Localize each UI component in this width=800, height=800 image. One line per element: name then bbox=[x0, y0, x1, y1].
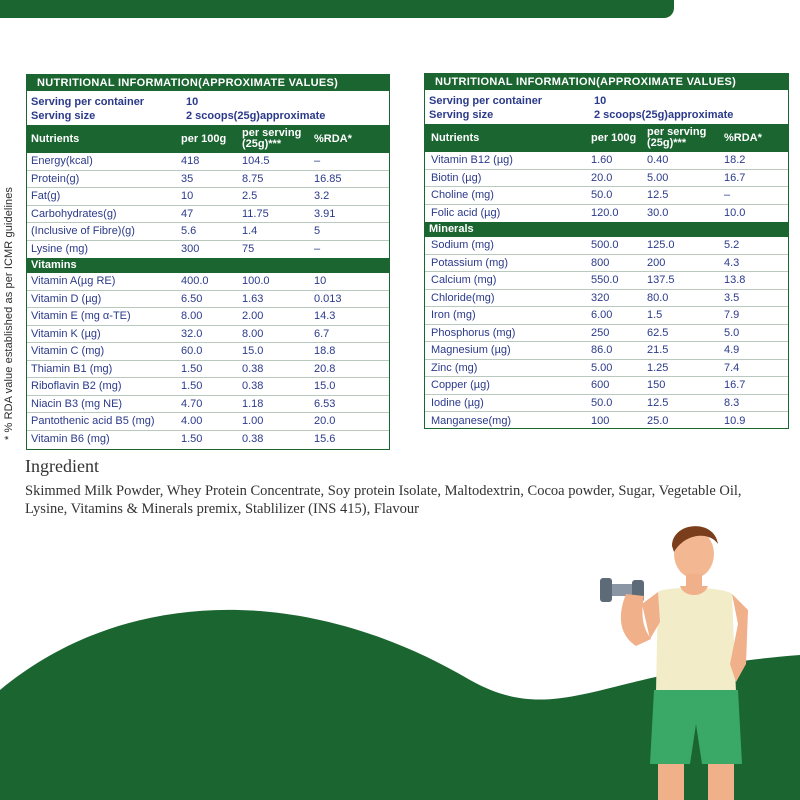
nutrient-name: Chloride(mg) bbox=[431, 291, 495, 304]
per-100g-value: 5.00 bbox=[591, 361, 613, 374]
serving-per-container-label: Serving per container bbox=[31, 96, 145, 108]
per-100g-value: 47 bbox=[181, 207, 194, 220]
serving-per-container-value: 10 bbox=[186, 96, 199, 108]
serving-info bbox=[27, 91, 389, 125]
rda-value: 13.8 bbox=[724, 274, 746, 287]
per-100g-value: 550.0 bbox=[591, 274, 619, 287]
table-row bbox=[425, 360, 788, 378]
header-nutrients: Nutrients bbox=[31, 133, 80, 145]
nutrient-name: Vitamin E (mg α-TE) bbox=[31, 310, 131, 323]
nutrient-name: Iodine (µg) bbox=[431, 396, 484, 409]
serving-size-label: Serving size bbox=[429, 109, 494, 121]
nutrient-name: Potassium (mg) bbox=[431, 256, 509, 269]
per-serving-value: 5.00 bbox=[647, 171, 669, 184]
per-serving-value: 1.5 bbox=[647, 309, 663, 322]
serving-size-label: Serving size bbox=[31, 110, 96, 122]
table-row bbox=[27, 171, 389, 189]
header-per-serving: per serving (25g)*** bbox=[647, 126, 707, 149]
per-100g-value: 8.00 bbox=[181, 310, 203, 323]
table-row bbox=[425, 152, 788, 170]
rda-value: 0.013 bbox=[314, 292, 342, 305]
per-serving-value: 8.00 bbox=[242, 327, 264, 340]
rda-value: 7.9 bbox=[724, 309, 740, 322]
nutrient-name: Niacin B3 (mg NE) bbox=[31, 397, 123, 410]
table-body bbox=[27, 153, 389, 258]
header-per-serving: per serving (25g)*** bbox=[242, 127, 302, 150]
nutrient-name: Pantothenic acid B5 (mg) bbox=[31, 415, 155, 428]
header-nutrients: Nutrients bbox=[431, 132, 480, 144]
table-row bbox=[425, 325, 788, 343]
per-100g-value: 1.50 bbox=[181, 433, 203, 446]
rda-value: 10 bbox=[314, 275, 327, 288]
per-serving-value: 1.63 bbox=[242, 292, 264, 305]
per-serving-value: 125.0 bbox=[647, 239, 675, 252]
per-100g-value: 300 bbox=[181, 243, 200, 256]
per-serving-value: 1.4 bbox=[242, 225, 258, 238]
per-100g-value: 600 bbox=[591, 379, 610, 392]
per-100g-value: 32.0 bbox=[181, 327, 203, 340]
nutrient-name: Vitamin D (µg) bbox=[31, 292, 102, 305]
nutrient-name: Sodium (mg) bbox=[431, 239, 494, 252]
nutrient-name: Biotin (µg) bbox=[431, 171, 482, 184]
per-serving-value: 200 bbox=[647, 256, 666, 269]
top-green-bar bbox=[0, 0, 674, 18]
table-row bbox=[425, 255, 788, 273]
per-serving-value: 1.25 bbox=[647, 361, 669, 374]
nutrient-name: Carbohydrates(g) bbox=[31, 207, 117, 220]
rda-value: 7.4 bbox=[724, 361, 740, 374]
rda-value: 3.5 bbox=[724, 291, 740, 304]
per-serving-value: 25.0 bbox=[647, 414, 669, 427]
table-row bbox=[27, 223, 389, 241]
per-100g-value: 400.0 bbox=[181, 275, 209, 288]
nutrient-name: Vitamin A(µg RE) bbox=[31, 275, 116, 288]
nutrient-name: Phosphorus (mg) bbox=[431, 326, 516, 339]
per-serving-value: 2.5 bbox=[242, 190, 258, 203]
nutrient-name: Magnesium (µg) bbox=[431, 344, 511, 357]
rda-value: 20.0 bbox=[314, 415, 336, 428]
rda-value: 5.0 bbox=[724, 326, 740, 339]
per-serving-value: 30.0 bbox=[647, 207, 669, 220]
serving-per-container-label: Serving per container bbox=[429, 95, 543, 107]
per-100g-value: 418 bbox=[181, 155, 200, 168]
per-100g-value: 800 bbox=[591, 256, 610, 269]
table-row bbox=[27, 241, 389, 259]
per-100g-value: 5.6 bbox=[181, 225, 197, 238]
table-row bbox=[425, 307, 788, 325]
rda-value: 16.85 bbox=[314, 172, 342, 185]
rda-value: – bbox=[724, 189, 731, 202]
serving-size-value: 2 scoops(25g)approximate bbox=[186, 110, 326, 122]
ingredient-list: Skimmed Milk Powder, Whey Protein Concentrate, Soy protein Isolate, Maltodextrin, Cocoa powder, Sugar, Vegetable Oil, Lysine, Vitamins & Minerals premix, Stablilizer (INS 415), Flavour bbox=[25, 483, 742, 517]
table-row bbox=[27, 206, 389, 224]
nutrient-name: Riboflavin B2 (mg) bbox=[31, 380, 122, 393]
nutrient-name: Thiamin B1 (mg) bbox=[31, 362, 113, 375]
table-row bbox=[27, 308, 389, 326]
per-serving-value: 0.38 bbox=[242, 433, 264, 446]
nutrient-name: Zinc (mg) bbox=[431, 361, 478, 374]
nutrient-name: Vitamin B6 (mg) bbox=[31, 433, 110, 446]
rda-footnote: * % RDA value established as per ICMR guidelines bbox=[3, 186, 15, 440]
per-serving-value: 100.0 bbox=[242, 275, 270, 288]
nutrition-table-right bbox=[424, 73, 789, 429]
nutrient-name: Fat(g) bbox=[31, 190, 61, 203]
per-serving-value: 15.0 bbox=[242, 345, 264, 358]
table-row bbox=[425, 377, 788, 395]
per-100g-value: 4.00 bbox=[181, 415, 203, 428]
per-serving-value: 8.75 bbox=[242, 172, 264, 185]
per-100g-value: 35 bbox=[181, 172, 194, 185]
serving-size-value: 2 scoops(25g)approximate bbox=[594, 109, 734, 121]
table-row bbox=[425, 205, 788, 223]
man-with-dumbbell-illustration bbox=[596, 514, 766, 800]
table-row bbox=[27, 326, 389, 344]
per-serving-value: 137.5 bbox=[647, 274, 675, 287]
per-serving-value: 2.00 bbox=[242, 310, 264, 323]
per-serving-value: 62.5 bbox=[647, 326, 669, 339]
section-minerals: Minerals bbox=[425, 222, 788, 237]
per-serving-value: 1.18 bbox=[242, 397, 264, 410]
section-vitamins: Vitamins bbox=[27, 258, 389, 273]
rda-value: 6.7 bbox=[314, 327, 330, 340]
rda-value: – bbox=[314, 243, 321, 256]
table-row bbox=[27, 291, 389, 309]
rda-value: 18.8 bbox=[314, 345, 336, 358]
rda-value: 3.91 bbox=[314, 207, 336, 220]
per-serving-value: 104.5 bbox=[242, 155, 270, 168]
rda-value: 16.7 bbox=[724, 379, 746, 392]
per-100g-value: 320 bbox=[591, 291, 610, 304]
rda-value: 16.7 bbox=[724, 171, 746, 184]
table-header bbox=[27, 125, 389, 153]
table-row bbox=[27, 343, 389, 361]
header-per-100g: per 100g bbox=[591, 131, 637, 144]
per-100g-value: 1.50 bbox=[181, 362, 203, 375]
nutrient-name: Choline (mg) bbox=[431, 189, 494, 202]
per-serving-value: 0.40 bbox=[647, 154, 669, 167]
nutrient-name: Lysine (mg) bbox=[31, 243, 89, 256]
serving-per-container-value: 10 bbox=[594, 95, 607, 107]
table-row bbox=[27, 153, 389, 171]
per-100g-value: 1.60 bbox=[591, 154, 613, 167]
rda-value: 15.6 bbox=[314, 433, 336, 446]
per-serving-value: 12.5 bbox=[647, 396, 669, 409]
per-100g-value: 10 bbox=[181, 190, 194, 203]
rda-value: 3.2 bbox=[314, 190, 330, 203]
rda-value: 14.3 bbox=[314, 310, 336, 323]
table-row bbox=[425, 290, 788, 308]
per-serving-value: 80.0 bbox=[647, 291, 669, 304]
nutrient-name: (Inclusive of Fibre)(g) bbox=[31, 225, 135, 238]
nutrient-name: Vitamin C (mg) bbox=[31, 345, 105, 358]
per-100g-value: 50.0 bbox=[591, 396, 613, 409]
serving-info bbox=[425, 90, 788, 124]
rda-value: 8.3 bbox=[724, 396, 740, 409]
per-serving-value: 1.00 bbox=[242, 415, 264, 428]
nutrient-name: Manganese(mg) bbox=[431, 414, 512, 427]
rda-value: 18.2 bbox=[724, 154, 746, 167]
header-rda: %RDA* bbox=[314, 133, 352, 145]
table-row bbox=[425, 412, 788, 430]
per-100g-value: 500.0 bbox=[591, 239, 619, 252]
nutrient-name: Vitamin B12 (µg) bbox=[431, 154, 513, 167]
table-row bbox=[27, 361, 389, 379]
per-100g-value: 50.0 bbox=[591, 189, 613, 202]
per-serving-value: 150 bbox=[647, 379, 666, 392]
table-body-minerals bbox=[425, 237, 788, 430]
nutrient-name: Energy(kcal) bbox=[31, 155, 93, 168]
nutrient-name: Iron (mg) bbox=[431, 309, 476, 322]
table-row bbox=[425, 237, 788, 255]
table-row bbox=[27, 431, 389, 449]
rda-value: 20.8 bbox=[314, 362, 336, 375]
per-serving-value: 12.5 bbox=[647, 189, 669, 202]
rda-value: 10.0 bbox=[724, 207, 746, 220]
per-100g-value: 6.00 bbox=[591, 309, 613, 322]
per-100g-value: 120.0 bbox=[591, 207, 619, 220]
table-title: NUTRITIONAL INFORMATION(APPROXIMATE VALUES) bbox=[425, 74, 788, 90]
rda-value: 10.9 bbox=[724, 414, 746, 427]
table-row bbox=[425, 187, 788, 205]
table-row bbox=[27, 378, 389, 396]
table-row bbox=[27, 413, 389, 431]
ingredient-heading: Ingredient bbox=[25, 456, 99, 476]
table-title: NUTRITIONAL INFORMATION(APPROXIMATE VALUES) bbox=[27, 75, 389, 91]
rda-value: 6.53 bbox=[314, 397, 336, 410]
nutrient-name: Folic acid (µg) bbox=[431, 207, 501, 220]
nutrient-name: Calcium (mg) bbox=[431, 274, 497, 287]
table-header bbox=[425, 124, 788, 152]
table-body bbox=[425, 152, 788, 222]
per-100g-value: 250 bbox=[591, 326, 610, 339]
per-100g-value: 4.70 bbox=[181, 397, 203, 410]
table-row bbox=[425, 395, 788, 413]
rda-value: 5 bbox=[314, 225, 321, 238]
table-row bbox=[27, 188, 389, 206]
nutrition-table-left bbox=[26, 74, 390, 450]
rda-value: 15.0 bbox=[314, 380, 336, 393]
rda-value: – bbox=[314, 155, 321, 168]
per-serving-value: 0.38 bbox=[242, 380, 264, 393]
per-100g-value: 60.0 bbox=[181, 345, 203, 358]
per-100g-value: 100 bbox=[591, 414, 610, 427]
rda-value: 5.2 bbox=[724, 239, 740, 252]
rda-value: 4.9 bbox=[724, 344, 740, 357]
nutrient-name: Copper (µg) bbox=[431, 379, 490, 392]
per-100g-value: 86.0 bbox=[591, 344, 613, 357]
nutrient-name: Vitamin K (µg) bbox=[31, 327, 101, 340]
table-body-vitamins bbox=[27, 273, 389, 448]
table-row bbox=[27, 273, 389, 291]
nutrient-name: Protein(g) bbox=[31, 172, 80, 185]
per-100g-value: 6.50 bbox=[181, 292, 203, 305]
table-row bbox=[425, 170, 788, 188]
per-serving-value: 75 bbox=[242, 243, 255, 256]
header-rda: %RDA* bbox=[724, 132, 762, 144]
per-100g-value: 20.0 bbox=[591, 171, 613, 184]
rda-value: 4.3 bbox=[724, 256, 740, 269]
per-serving-value: 0.38 bbox=[242, 362, 264, 375]
per-serving-value: 21.5 bbox=[647, 344, 669, 357]
table-row bbox=[425, 342, 788, 360]
per-serving-value: 11.75 bbox=[242, 207, 269, 220]
header-per-100g: per 100g bbox=[181, 132, 227, 145]
per-100g-value: 1.50 bbox=[181, 380, 203, 393]
table-row bbox=[27, 396, 389, 414]
table-row bbox=[425, 272, 788, 290]
